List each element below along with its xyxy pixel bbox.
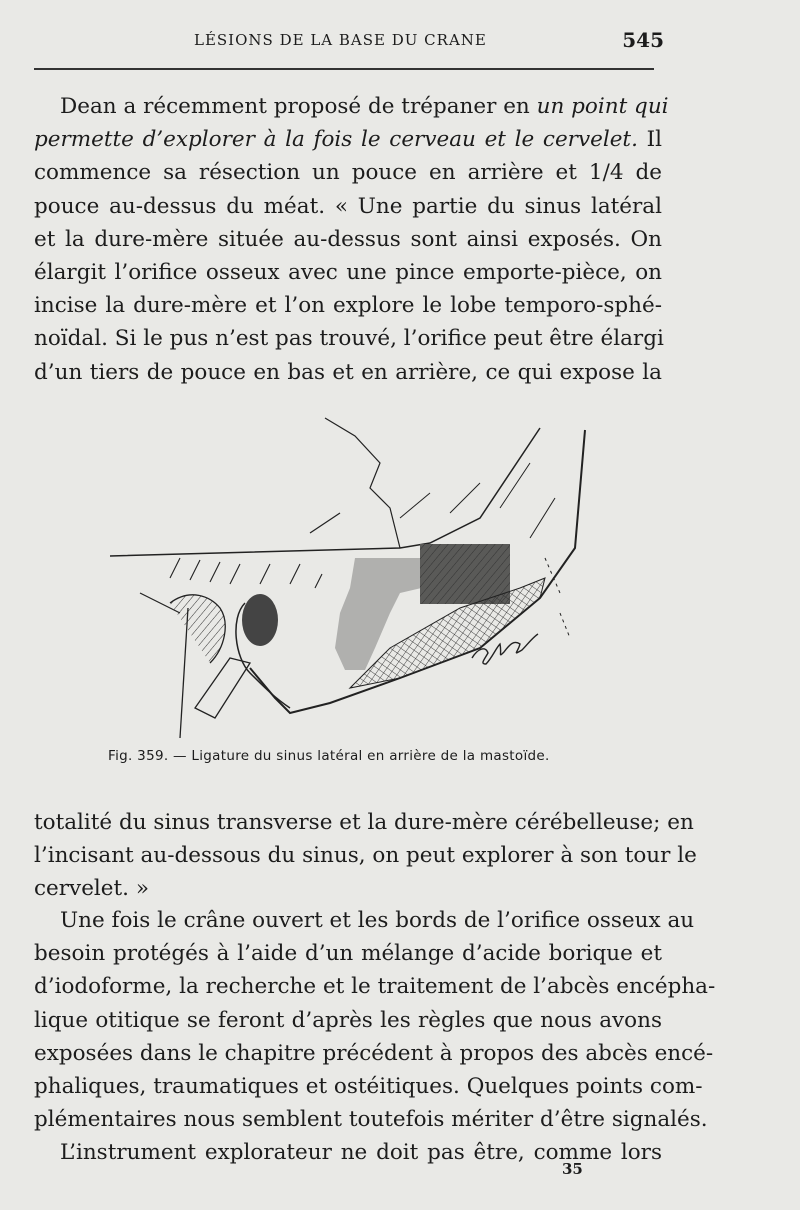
figure-caption: Fig. 359. — Ligature du sinus latéral en arrière de la mastoïde. [108,748,550,764]
text-line: d’un tiers de pouce en bas et en arrière, ce qui expose la [34,359,662,385]
paragraph-3 [34,904,716,1136]
paragraph-2 [34,806,697,906]
text-line: noïdal. Si le pus n’est pas trouvé, l’orifice peut être élargi [34,326,664,352]
text-line: élargit l’orifice osseux avec une pince emporte-pièce, on [34,260,662,286]
text-line: phaliques, traumatiques et ostéitiques. Quelques points com- [34,1074,703,1100]
text-line: L’instrument explorateur ne doit pas être, comme lors [60,1140,662,1165]
text-line: permette d’explorer à la fois le cerveau et le cervelet. Il [34,127,662,153]
text-line: incise la dure-mère et l’on explore le lobe temporo-sphé- [34,293,662,319]
text-line: commence sa résection un pouce en arrière et 1/4 de [34,160,662,186]
text-line: pouce au-dessus du méat. « Une partie du sinus latéral [34,193,662,219]
text-line: cervelet. » [34,876,149,902]
text-line: et la dure-mère située au-dessus sont ainsi exposés. On [34,226,662,252]
text-line: totalité du sinus transverse et la dure-mère cérébelleuse; en [34,810,694,835]
header-rule [34,68,654,70]
text-line: l’incisant au-dessous du sinus, on peut explorer à son tour le [34,843,697,869]
signature-mark: 35 [562,1160,583,1178]
page-number: 545 [622,28,664,52]
text-line: d’iodoforme, la recherche et le traitement de l’abcès encépha- [34,974,716,1000]
text-line: besoin protégés à l’aide d’un mélange d’acide borique et [34,941,662,967]
text-line: plémentaires nous semblent toutefois mériter d’être signalés. [34,1107,708,1133]
text-line: exposées dans le chapitre précédent à propos des abcès encé- [34,1040,714,1066]
text-line: lique otitique se feront d’après les règles que nous avons [34,1007,662,1033]
running-title: LÉSIONS DE LA BASE DU CRANE [194,31,487,49]
text-line: Une fois le crâne ouvert et les bords de l’orifice osseux au [60,908,695,933]
text-line: Dean a récemment proposé de trépaner en un point qui [60,94,669,119]
paragraph-1 [34,90,669,389]
page-header [34,28,664,58]
anatomical-illustration [100,408,600,738]
